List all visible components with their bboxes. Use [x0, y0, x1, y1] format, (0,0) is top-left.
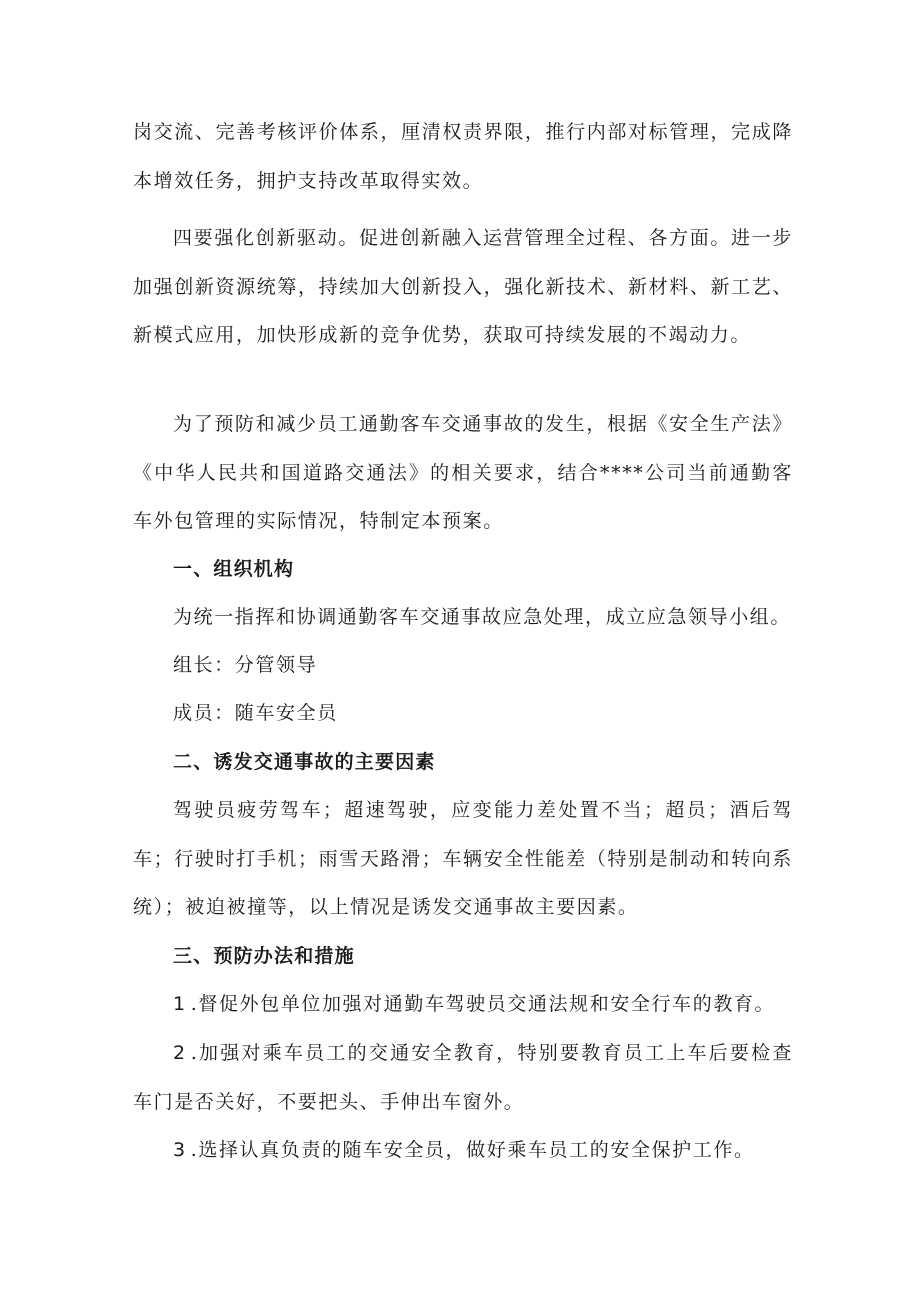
paragraph-leader: 组长：分管领导 — [173, 654, 318, 676]
heading-measures: 三、预防办法和措施 — [173, 945, 355, 967]
list-item-text: .选择认真负责的随车安全员，做好乘车员工的安全保护工作。 — [190, 1139, 755, 1161]
list-item-number: 2 — [173, 1042, 187, 1064]
list-item-3 — [133, 1126, 793, 1175]
paragraph-innovation: 四要强化创新驱动。促进创新融入运营管理全过程、各方面。进一步加强创新资源统筹，持续加大创新投入，强化新技术、新材料、新工艺、新模式应用，加快形成新的竞争优势，获取可持续发展的不竭动力。 — [133, 227, 793, 346]
list-item-number: 3 — [173, 1139, 187, 1161]
list-item-2 — [133, 1029, 793, 1126]
paragraph-organization: 为统一指挥和协调通勤客车交通事故应急处理，成立应急领导小组。 — [173, 606, 792, 628]
heading-factors: 二、诱发交通事故的主要因素 — [173, 751, 436, 773]
paragraph-intro: 为了预防和减少员工通勤客车交通事故的发生，根据《安全生产法》《中华人民共和国道路交通法》的相关要求，结合****公司当前通勤客车外包管理的实际情况，特制定本预案。 — [133, 413, 793, 532]
heading-organization: 一、组织机构 — [173, 558, 295, 580]
list-item-1 — [133, 980, 793, 1029]
list-item-text: .加强对乘车员工的交通安全教育，特别要教育员工上车后要检查车门是否关好，不要把头、手伸出车窗外。 — [133, 1042, 793, 1113]
list-item-text: .督促外包单位加强对通勤车驾驶员交通法规和安全行车的教育。 — [190, 993, 776, 1015]
paragraph-member: 成员：随车安全员 — [173, 702, 338, 724]
list-item-number: 1 — [173, 993, 187, 1015]
paragraph-top: 岗交流、完善考核评价体系，厘清权责界限，推行内部对标管理，完成降本增效任务，拥护支持改革取得实效。 — [133, 121, 793, 192]
paragraph-factors: 驾驶员疲劳驾车；超速驾驶，应变能力差处置不当；超员；酒后驾车；行驶时打手机；雨雪天路滑；车辆安全性能差（特别是制动和转向系统）；被迫被撞等，以上情况是诱发交通事故主要因素。 — [133, 799, 793, 918]
